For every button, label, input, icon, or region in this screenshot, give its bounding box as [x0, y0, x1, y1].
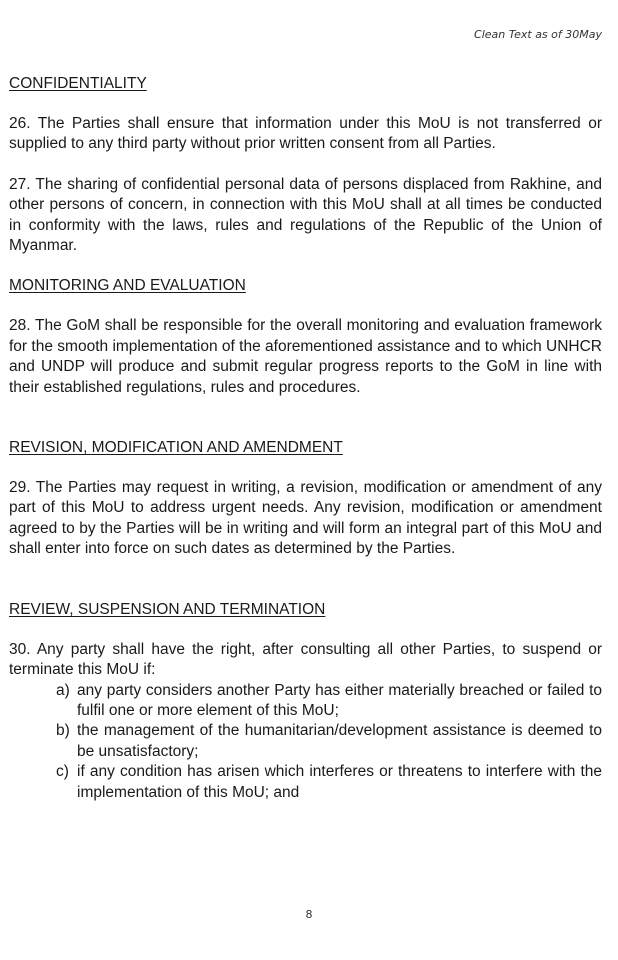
section-heading-review: REVIEW, SUSPENSION AND TERMINATION [9, 600, 326, 618]
list-item-text: any party considers another Party has either materially breached or failed to fulfil one or more element of this MoU; [77, 681, 602, 719]
section-heading-confidentiality: CONFIDENTIALITY [9, 75, 147, 92]
section-heading-monitoring: MONITORING AND EVALUATION [9, 277, 246, 295]
document-body [9, 74, 602, 803]
paragraph-28: 28. The GoM shall be responsible for the overall monitoring and evaluation framework for the smooth implementation of the aforementioned assistance and to which UNHCR and UNDP will produce and submit regular progress reports to the GoM in line with their established regulations, rules and procedures. [9, 317, 602, 396]
paragraph-29: 29. The Parties may request in writing, a revision, modification or amendment of any part of this MoU to address urgent needs. Any revision, modification or amendment agreed to by the Parties will be in writing and will form an integral part of this MoU and shall enter into force on such dates as determined by the Parties. [9, 479, 602, 558]
list-item [9, 762, 602, 803]
list-item-text: if any condition has arisen which interferes or threatens to interfere with the implementation of this MoU; and [77, 763, 602, 801]
list-marker: a) [56, 681, 70, 699]
list-item-text: the management of the humanitarian/development assistance is deemed to be unsatisfactory; [77, 722, 602, 760]
list-marker: b) [56, 722, 70, 740]
paragraph-30: 30. Any party shall have the right, after consulting all other Parties, to suspend or terminate this MoU if: [9, 640, 602, 679]
list-marker: c) [56, 763, 69, 781]
section-heading-revision: REVISION, MODIFICATION AND AMENDMENT [9, 439, 343, 457]
page-number: 8 [305, 908, 313, 921]
paragraph-26: 26. The Parties shall ensure that information under this MoU is not transferred or supplied to any third party without prior written consent from all Parties. [9, 115, 602, 153]
paragraph-27: 27. The sharing of confidential personal data of persons displaced from Rakhine, and other persons of concern, in connection with this MoU shall at all times be conducted in conformity with the laws, rules and regulations of the Republic of the Union of Myanmar. [9, 175, 602, 255]
list-item [9, 681, 602, 722]
list-item [9, 721, 602, 762]
termination-conditions-list [9, 681, 602, 803]
document-header-note: Clean Text as of 30May [474, 28, 602, 41]
